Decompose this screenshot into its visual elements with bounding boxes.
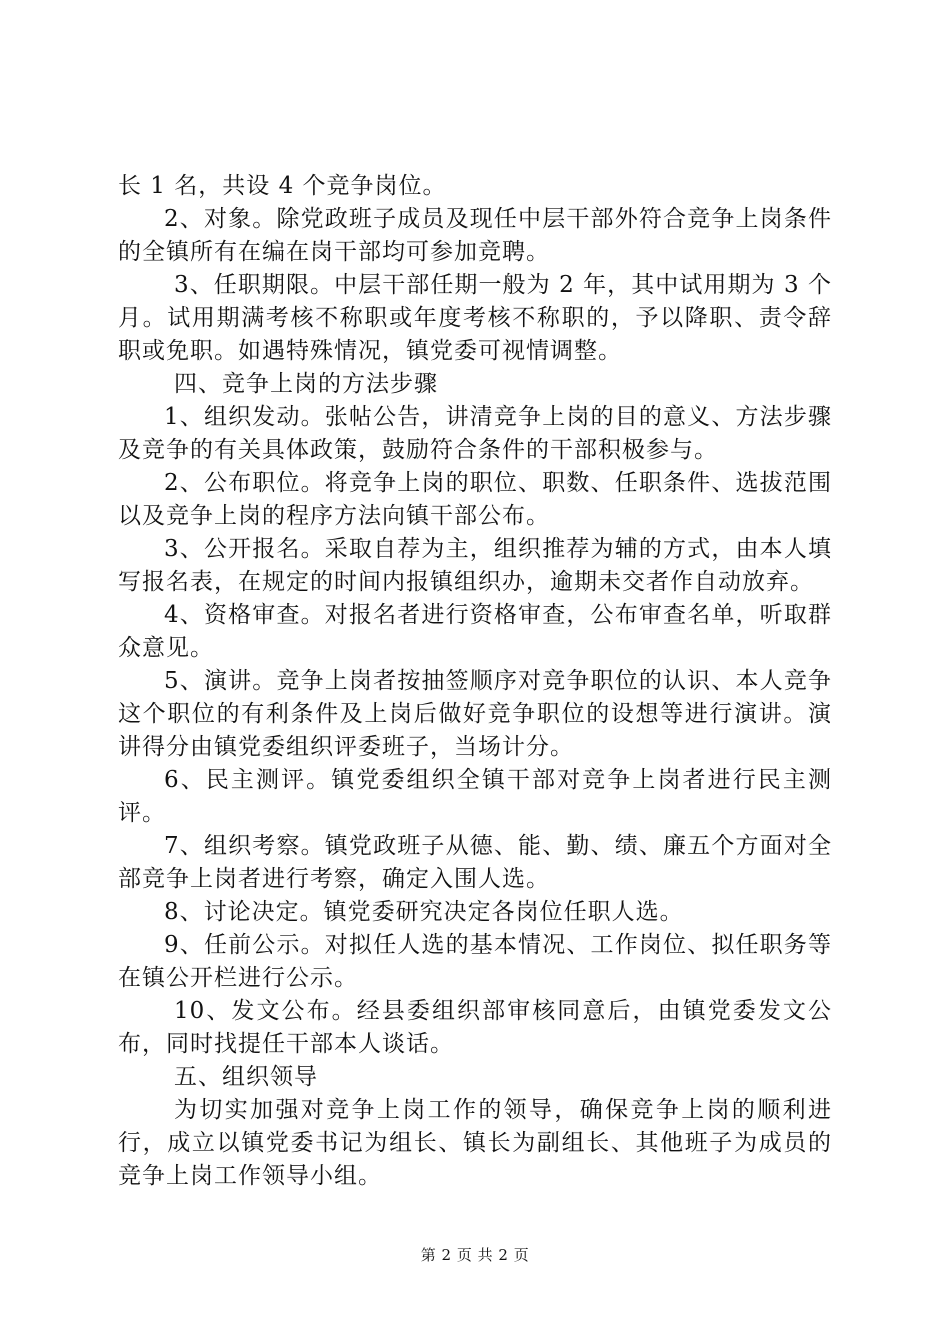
paragraph-step-7: 7、组织考察。镇党政班子从德、能、勤、绩、廉五个方面对全部竞争上岗者进行考察，确定入围人选。 <box>118 833 832 892</box>
paragraph-step-1: 1、组织发动。张帖公告，讲清竞争上岗的目的意义、方法步骤及竞争的有关具体政策，鼓励符合条件的干部积极参与。 <box>118 404 832 463</box>
paragraph-step-6: 6、民主测评。镇党委组织全镇干部对竞争上岗者进行民主测评。 <box>118 767 832 826</box>
section-heading-methods: 四、竞争上岗的方法步骤 <box>174 371 438 397</box>
paragraph-step-9: 9、任前公示。对拟任人选的基本情况、工作岗位、拟任职务等在镇公开栏进行公示。 <box>118 932 832 991</box>
paragraph-step-2: 2、公布职位。将竞争上岗的职位、职数、任职条件、选拔范围以及竞争上岗的程序方法向镇干部公布。 <box>118 470 832 529</box>
page-number-footer: 第 2 页 共 2 页 <box>420 1246 530 1264</box>
document-body <box>118 170 832 1193</box>
paragraph-continuation: 长 1 名，共设 4 个竞争岗位。 <box>118 173 447 199</box>
paragraph-step-10: 10、发文公布。经县委组织部审核同意后，由镇党委发文公布，同时找提任干部本人谈话。 <box>118 998 832 1057</box>
paragraph-leadership: 为切实加强对竞争上岗工作的领导，确保竞争上岗的顺利进行，成立以镇党委书记为组长、镇长为副组长、其他班子为成员的竞争上岗工作领导小组。 <box>118 1097 832 1189</box>
paragraph-step-5: 5、演讲。竞争上岗者按抽签顺序对竞争职位的认识、本人竞争这个职位的有利条件及上岗后做好竞争职位的设想等进行演讲。演讲得分由镇党委组织评委班子，当场计分。 <box>118 668 832 760</box>
paragraph-step-8: 8、讨论决定。镇党委研究决定各岗位任职人选。 <box>164 899 684 925</box>
paragraph-term: 3、任职期限。中层干部任期一般为 2 年，其中试用期为 3 个月。试用期满考核不称职或年度考核不称职的，予以降职、责令辞职或免职。如遇特殊情况，镇党委可视情调整。 <box>118 272 832 364</box>
paragraph-step-4: 4、资格审查。对报名者进行资格审查，公布审查名单，听取群众意见。 <box>118 602 832 661</box>
section-heading-leadership: 五、组织领导 <box>174 1064 318 1090</box>
paragraph-target: 2、对象。除党政班子成员及现任中层干部外符合竞争上岗条件的全镇所有在编在岗干部均可参加竞聘。 <box>118 206 832 265</box>
paragraph-step-3: 3、公开报名。采取自荐为主，组织推荐为辅的方式，由本人填写报名表，在规定的时间内报镇组织办，逾期未交者作自动放弃。 <box>118 536 832 595</box>
